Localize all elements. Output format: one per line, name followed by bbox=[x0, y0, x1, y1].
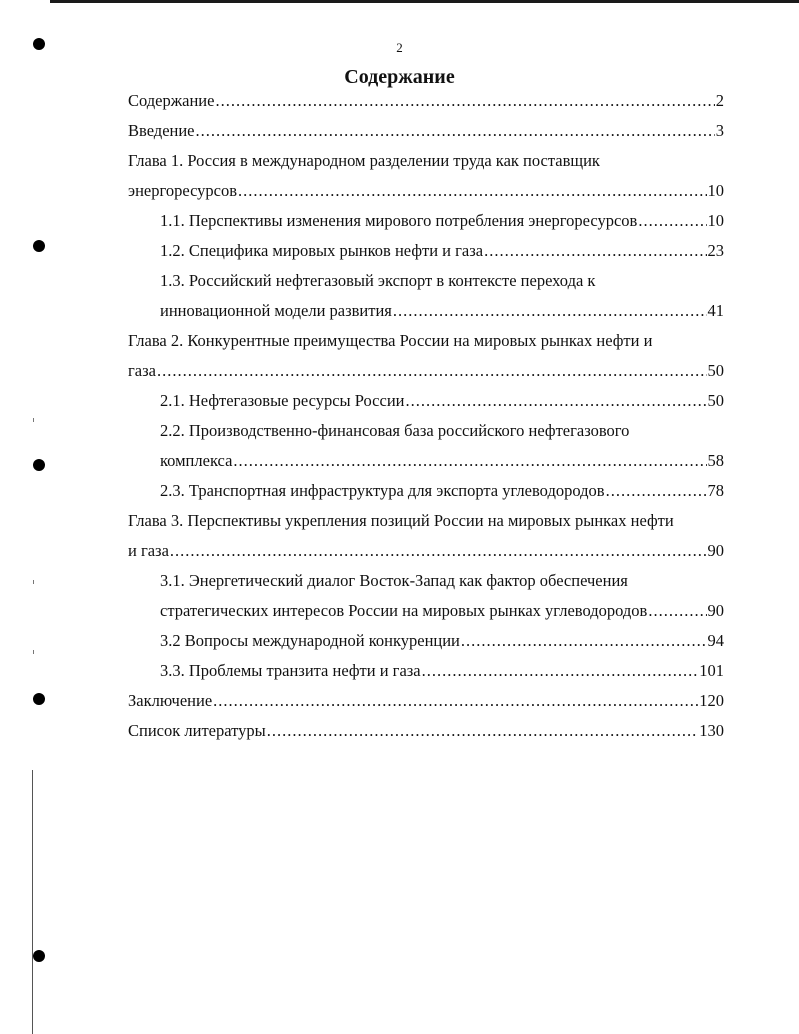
toc-entry-text: 2.1. Нефтегазовые ресурсы России bbox=[160, 391, 405, 410]
toc-entry-text: комплекса bbox=[160, 451, 233, 470]
toc-entry[interactable] bbox=[128, 656, 724, 686]
punch-hole-mark bbox=[33, 950, 45, 962]
toc-leader-dots bbox=[233, 446, 706, 476]
toc-entry-text: 2.3. Транспортная инфраструктура для экспорта углеводородов bbox=[160, 481, 605, 500]
toc-entry[interactable] bbox=[128, 626, 724, 656]
toc-entry[interactable] bbox=[128, 716, 724, 746]
top-border-rule bbox=[50, 0, 799, 3]
toc-leader-dots bbox=[170, 536, 707, 566]
toc-line bbox=[128, 386, 724, 416]
toc-entry[interactable] bbox=[128, 506, 724, 566]
toc-leader-dots bbox=[484, 236, 706, 266]
toc-entry[interactable] bbox=[128, 266, 724, 326]
toc-line bbox=[128, 536, 724, 566]
toc-page-number: 50 bbox=[707, 361, 724, 380]
toc-entry-text: и газа bbox=[128, 541, 169, 560]
toc-leader-dots bbox=[638, 206, 706, 236]
toc-entry[interactable] bbox=[128, 326, 724, 386]
toc-entry-text: 1.3. Российский нефтегазовый экспорт в контексте перехода к bbox=[160, 271, 596, 290]
toc-entry-text: инновационной модели развития bbox=[160, 301, 392, 320]
toc-leader-dots bbox=[422, 656, 699, 686]
toc-page-number: 130 bbox=[699, 721, 724, 740]
toc-entry-text: 1.1. Перспективы изменения мирового потребления энергоресурсов bbox=[160, 211, 638, 230]
toc-page-number: 2 bbox=[715, 91, 724, 110]
toc-entry-text: стратегических интересов России на мировых рынках углеводородов bbox=[160, 601, 648, 620]
toc-entry-text: Глава 3. Перспективы укрепления позиций России на мировых рынках нефти bbox=[128, 511, 674, 530]
toc-leader-dots bbox=[461, 626, 707, 656]
toc-entry[interactable] bbox=[128, 476, 724, 506]
toc-line bbox=[128, 626, 724, 656]
toc-entry[interactable] bbox=[128, 146, 724, 206]
toc-entry-text: 1.2. Специфика мировых рынков нефти и газа bbox=[160, 241, 484, 260]
toc-entry-text: Глава 2. Конкурентные преимущества России на мировых рынках нефти и bbox=[128, 331, 653, 350]
toc-leader-dots bbox=[215, 86, 714, 116]
toc-line bbox=[128, 296, 724, 326]
toc-entry-text: Заключение bbox=[128, 691, 213, 710]
toc-entry-text: Глава 1. Россия в международном разделении труда как поставщик bbox=[128, 151, 600, 170]
toc-page-number: 10 bbox=[707, 181, 724, 200]
toc-leader-dots bbox=[393, 296, 707, 326]
toc-line bbox=[128, 506, 724, 536]
toc-entry-text: Список литературы bbox=[128, 721, 266, 740]
scan-speck bbox=[33, 580, 34, 584]
toc-leader-dots bbox=[213, 686, 698, 716]
toc-page-number: 41 bbox=[707, 301, 724, 320]
toc-line bbox=[128, 566, 724, 596]
toc-entry-text: 2.2. Производственно-финансовая база российского нефтегазового bbox=[160, 421, 630, 440]
toc-line bbox=[128, 146, 724, 176]
punch-hole-mark bbox=[33, 693, 45, 705]
toc-entry-text: газа bbox=[128, 361, 156, 380]
toc-line bbox=[128, 476, 724, 506]
toc-page-number: 50 bbox=[707, 391, 724, 410]
toc-line bbox=[128, 416, 724, 446]
toc-entry-text: Введение bbox=[128, 121, 195, 140]
toc-leader-dots bbox=[406, 386, 707, 416]
toc-leader-dots bbox=[196, 116, 715, 146]
toc-page-number: 94 bbox=[707, 631, 724, 650]
toc-page-number: 90 bbox=[707, 601, 724, 620]
toc-line bbox=[128, 176, 724, 206]
toc-line bbox=[128, 686, 724, 716]
page-title: Содержание bbox=[344, 66, 455, 88]
table-of-contents bbox=[128, 86, 724, 746]
toc-page-number: 3 bbox=[715, 121, 724, 140]
toc-line bbox=[128, 656, 724, 686]
toc-entry[interactable] bbox=[128, 206, 724, 236]
toc-entry-text: 3.2 Вопросы международной конкуренции bbox=[160, 631, 460, 650]
toc-page-number: 10 bbox=[707, 211, 724, 230]
scan-speck bbox=[33, 418, 34, 422]
scan-edge-line bbox=[32, 770, 33, 1034]
toc-entry-text: 3.1. Энергетический диалог Восток-Запад как фактор обеспечения bbox=[160, 571, 628, 590]
toc-page-number: 101 bbox=[699, 661, 724, 680]
toc-line bbox=[128, 236, 724, 266]
toc-line bbox=[128, 446, 724, 476]
toc-page-number: 90 bbox=[707, 541, 724, 560]
toc-entry[interactable] bbox=[128, 686, 724, 716]
toc-line bbox=[128, 266, 724, 296]
toc-leader-dots bbox=[157, 356, 707, 386]
toc-line bbox=[128, 326, 724, 356]
toc-line bbox=[128, 116, 724, 146]
toc-line bbox=[128, 596, 724, 626]
toc-entry[interactable] bbox=[128, 116, 724, 146]
toc-line bbox=[128, 206, 724, 236]
toc-leader-dots bbox=[238, 176, 706, 206]
page-number: 2 bbox=[396, 40, 403, 55]
toc-entry[interactable] bbox=[128, 236, 724, 266]
toc-line bbox=[128, 86, 724, 116]
toc-entry[interactable] bbox=[128, 416, 724, 476]
toc-entry[interactable] bbox=[128, 566, 724, 626]
toc-line bbox=[128, 716, 724, 746]
toc-entry-text: Содержание bbox=[128, 91, 215, 110]
punch-hole-mark bbox=[33, 240, 45, 252]
toc-leader-dots bbox=[267, 716, 699, 746]
punch-hole-mark bbox=[33, 459, 45, 471]
toc-leader-dots bbox=[648, 596, 706, 626]
toc-page-number: 23 bbox=[707, 241, 724, 260]
toc-page-number: 58 bbox=[707, 451, 724, 470]
toc-page-number: 78 bbox=[707, 481, 724, 500]
toc-entry[interactable] bbox=[128, 386, 724, 416]
toc-line bbox=[128, 356, 724, 386]
toc-leader-dots bbox=[606, 476, 707, 506]
toc-entry[interactable] bbox=[128, 86, 724, 116]
toc-entry-text: энергоресурсов bbox=[128, 181, 238, 200]
toc-entry-text: 3.3. Проблемы транзита нефти и газа bbox=[160, 661, 421, 680]
scan-speck bbox=[33, 650, 34, 654]
toc-page-number: 120 bbox=[699, 691, 724, 710]
